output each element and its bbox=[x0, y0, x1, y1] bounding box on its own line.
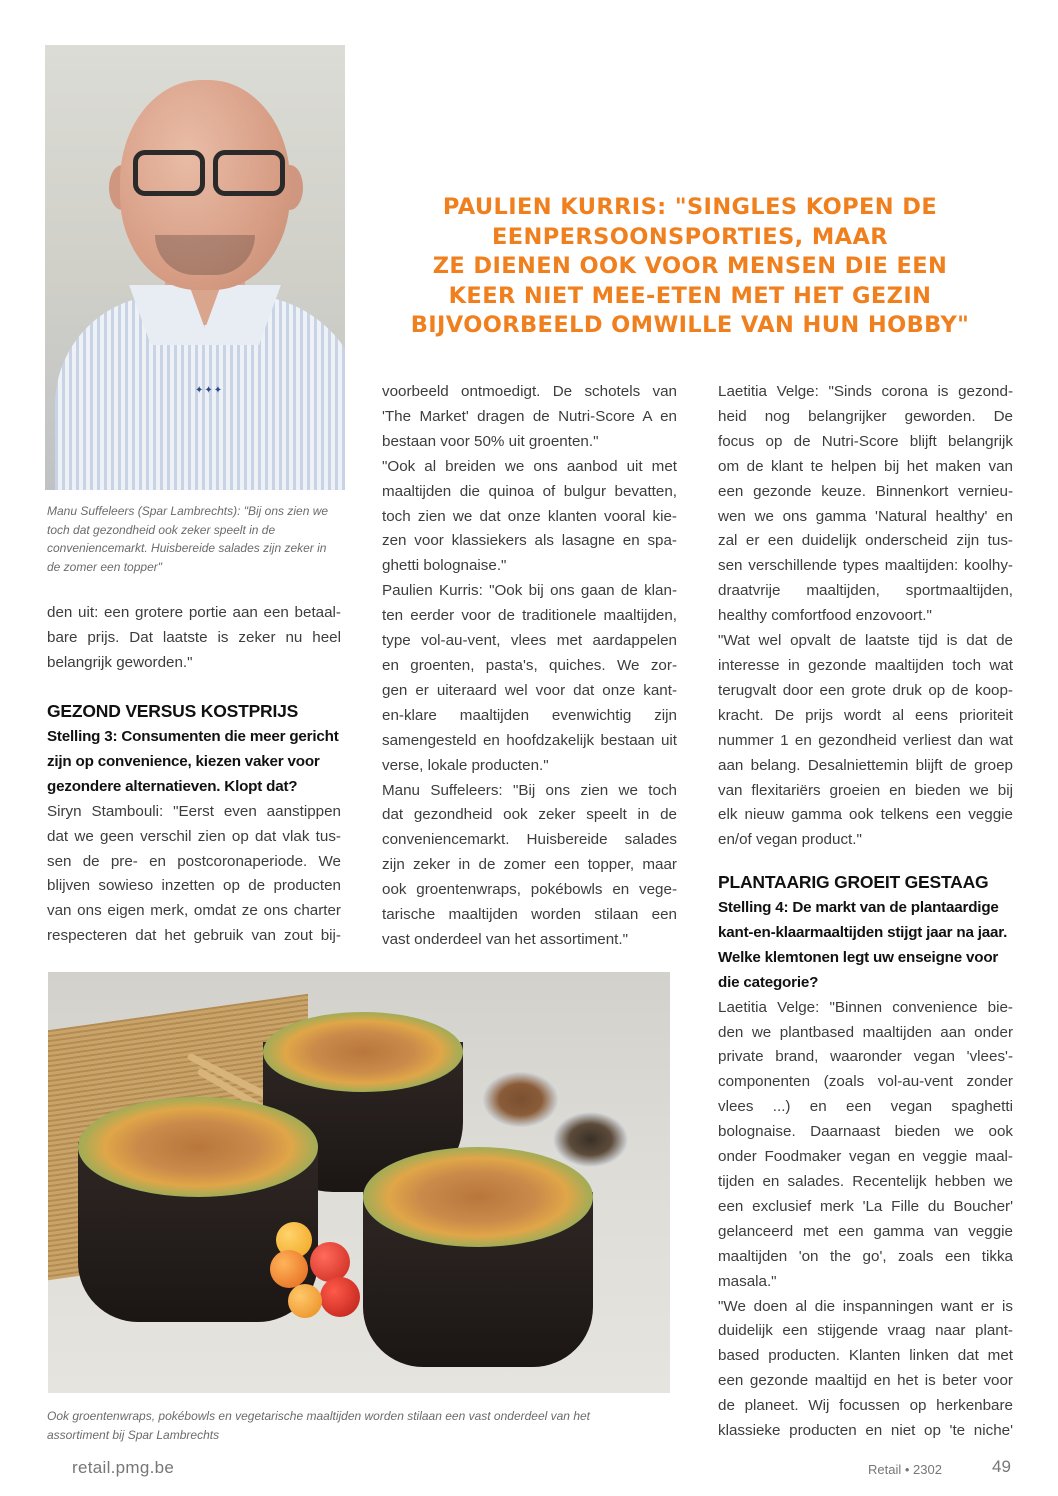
caption-line: toch dat gezondheid ook zeker speelt in de bbox=[47, 522, 276, 537]
body-line: componenten (zoals vol-au-vent zonder bbox=[718, 1073, 1013, 1091]
glasses-icon bbox=[125, 150, 285, 190]
body-line: private brand, waaronder vegan 'vlees'- bbox=[718, 1048, 1013, 1066]
pull-quote-headline bbox=[380, 193, 1000, 341]
portrait-caption bbox=[47, 502, 347, 576]
body-line: Paulien Kurris: "Ook bij ons gaan de klan- bbox=[382, 582, 677, 600]
body-line: interesse in gezonde maaltijden toch wat bbox=[718, 656, 1013, 674]
body-line: blijven sowieso inzetten op de producten bbox=[47, 877, 341, 895]
headline-line: ZE DIENEN OOK VOOR MENSEN DIE EEN bbox=[432, 253, 948, 279]
body-line: based producten. Klanten linken dat met bbox=[718, 1347, 1013, 1365]
body-line: sen verschillende types maaltijden: koolhy- bbox=[718, 557, 1013, 575]
body-line: terugvalt door een grote druk op de koop- bbox=[718, 681, 1013, 699]
body-line: een gezonde maaltijd en het is beter voor bbox=[718, 1372, 1013, 1390]
body-line: maaltijden 'on the go', zoals een tikka bbox=[718, 1247, 1013, 1265]
body-line: klassieke producten en niet op 'te niche' bbox=[718, 1422, 1013, 1440]
body-line: een gezonde keuze. Binnenkort vernieu- bbox=[718, 482, 1013, 500]
body-line: en-klare maaltijden evenwichtig zijn bbox=[382, 706, 677, 724]
body-line: bestaan voor 50% uit groenten." bbox=[382, 432, 599, 450]
statement-line: Stelling 3: Consumenten die meer gericht bbox=[47, 728, 339, 745]
body-line: type vol-au-vent, vlees met aardappelen bbox=[382, 632, 677, 650]
body-line: gen er uiteraard wel voor dat onze kant- bbox=[382, 681, 677, 699]
shirt-emblem-icon: ✦✦✦ bbox=[195, 385, 224, 396]
body-line: om de klant te helpen bij het maken van bbox=[718, 457, 1013, 475]
body-line: elk nieuw gamma ook telkens een veggie bbox=[718, 806, 1013, 824]
tomato bbox=[288, 1284, 322, 1318]
body-line: kracht. De prijs wordt al eens prioriteit bbox=[718, 706, 1013, 724]
body-line: masala." bbox=[718, 1272, 777, 1290]
statement-line: Stelling 4: De markt van de plantaardige bbox=[718, 899, 999, 916]
body-line: "We doen al die inspanningen want er is bbox=[718, 1297, 1013, 1315]
bowl-contents bbox=[263, 1012, 463, 1092]
tomato bbox=[310, 1242, 350, 1282]
section-heading: PLANTAARIG GROEIT GESTAAG bbox=[718, 872, 989, 892]
headline-line: PAULIEN KURRIS: "SINGLES KOPEN DE bbox=[442, 194, 938, 220]
body-line: ten eerder voor de traditionele maaltijden, bbox=[382, 607, 677, 625]
body-line: nummer 1 en gezondheid verliest dan wat bbox=[718, 731, 1013, 749]
body-line: healthy comfortfood enzovoort." bbox=[718, 607, 932, 625]
tomato bbox=[270, 1250, 308, 1288]
portrait-photo bbox=[45, 45, 345, 490]
statement-line: Welke klemtonen legt uw enseigne voor bbox=[718, 948, 999, 966]
column-2 bbox=[382, 380, 677, 953]
body-line: vast onderdeel van het assortiment." bbox=[382, 930, 628, 948]
body-line: een exclusief merk 'La Fille du Boucher' bbox=[718, 1197, 1013, 1215]
caption-line: Manu Suffeleers (Spar Lambrechts): "Bij ons zien we bbox=[47, 504, 329, 518]
statement-line: kant-en-klaarmaaltijden stijgt jaar na jaar. bbox=[718, 923, 1008, 941]
body-line: aan belang. Desalniettemin blijft de groep bbox=[718, 756, 1013, 774]
body-line: den we plantbased maaltijden aan onder bbox=[718, 1023, 1013, 1041]
body-line: ook groentenwraps, pokébowls en vege- bbox=[382, 881, 677, 899]
body-line: Laetitia Velge: "Binnen convenience bie- bbox=[718, 998, 1013, 1016]
body-line: conveniencemarkt. Huisbereide salades bbox=[382, 831, 677, 849]
column-3-section bbox=[718, 872, 1013, 1444]
caption-line: Ook groentenwraps, pokébowls en vegetarische maaltijden worden stilaan een vast onderdeel van het bbox=[47, 1409, 590, 1423]
body-line: vlees ...) en een vegan spaghetti bbox=[718, 1098, 1013, 1116]
body-line: bolognaise. Daarnaast bieden we ook bbox=[718, 1123, 1013, 1141]
body-line: duidelijk een stijgende vraag naar plant- bbox=[718, 1322, 1013, 1340]
body-line: onder Foodmaker vegan en veggie maal- bbox=[718, 1148, 1013, 1166]
headline-line: KEER NIET MEE-ETEN MET HET GEZIN bbox=[448, 282, 932, 309]
body-line: tijden en salades. Recentelijk hebben we bbox=[718, 1172, 1013, 1190]
body-line: heid nog belangrijker geworden. De bbox=[718, 407, 1013, 425]
page-number: 49 bbox=[992, 1457, 1011, 1476]
column-1-intro bbox=[47, 601, 341, 676]
small-dish bbox=[553, 1112, 628, 1167]
body-line: en/of vegan product." bbox=[718, 831, 862, 849]
caption-line: assortiment bij Spar Lambrechts bbox=[47, 1427, 220, 1442]
body-line: wen we ons gamma 'Natural healthy' en bbox=[718, 507, 1013, 525]
body-line: draatvrije maaltijden, sportmaaltijden, bbox=[718, 582, 1013, 600]
statement-line: die categorie? bbox=[718, 973, 819, 991]
body-line: en groenten, pasta's, quiches. We zor- bbox=[382, 656, 677, 674]
section-heading: GEZOND VERSUS KOSTPRIJS bbox=[47, 701, 299, 721]
body-line: samengesteld en hoofdzakelijk bestaan uit bbox=[382, 731, 677, 749]
footer-magazine: Retail • 2302 bbox=[868, 1462, 942, 1477]
body-line: voorbeeld ontmoedigt. De schotels van bbox=[382, 383, 677, 400]
footer-url: retail.pmg.be bbox=[72, 1458, 175, 1477]
headline-line: EENPERSOONSPORTIES, MAAR bbox=[492, 223, 888, 250]
tomato bbox=[320, 1277, 360, 1317]
bowl-contents bbox=[363, 1147, 593, 1247]
column-3-top bbox=[718, 380, 1013, 853]
body-line: van ons eigen merk, omdat ze ons charter bbox=[47, 902, 341, 920]
body-line: Siryn Stambouli: "Eerst even aanstippen bbox=[47, 802, 341, 820]
body-line: dat gezondheid ook zeker speelt in de bbox=[382, 806, 677, 824]
headline-line: BIJVOORBEELD OMWILLE VAN HUN HOBBY" bbox=[410, 312, 970, 338]
body-line: zen voor klassiekers als lasagne en spa- bbox=[382, 532, 677, 550]
body-line: gelanceerd met een gamma van veggie bbox=[718, 1222, 1013, 1240]
statement-line: zijn op convenience, kiezen vaker voor bbox=[47, 752, 320, 770]
body-line: dat we geen verschil zien op dat vlak tus- bbox=[47, 827, 341, 845]
small-dish bbox=[483, 1072, 558, 1127]
column-3-body bbox=[718, 996, 1013, 1444]
body-line: den uit: een grotere portie aan een betaal- bbox=[47, 604, 341, 621]
body-line: belangrijk geworden." bbox=[47, 653, 193, 671]
column-1-section bbox=[47, 701, 341, 949]
body-line: 'The Market' dragen de Nutri-Score A en bbox=[382, 407, 677, 425]
statement-line: gezondere alternatieven. Klopt dat? bbox=[47, 777, 298, 795]
body-line: zal er een duidelijk onderscheid zijn tus- bbox=[718, 532, 1013, 550]
food-photo-caption bbox=[47, 1407, 687, 1444]
caption-line: conveniencemarkt. Huisbereide salades zijn zeker in bbox=[47, 541, 327, 555]
body-line: "Ook al breiden we ons aanbod uit met bbox=[382, 457, 677, 475]
body-line: zijn zeker in de zomer een topper, maar bbox=[382, 856, 677, 874]
body-line: sen de pre- en postcoronaperiode. We bbox=[47, 852, 341, 870]
body-line: respecteren dat het gebruik van zout bij- bbox=[47, 927, 341, 945]
body-line: bare prijs. Dat laatste is zeker nu heel bbox=[47, 628, 341, 646]
body-line: maaltijden die quinoa of bulgur bevatten, bbox=[382, 482, 677, 500]
body-line: tarische maaltijden worden stilaan een bbox=[382, 906, 677, 924]
food-photo bbox=[48, 972, 670, 1393]
body-line: "Wat wel opvalt de laatste tijd is dat de bbox=[718, 632, 1013, 650]
body-line: ghetti bolognaise." bbox=[382, 557, 507, 575]
body-line: Manu Suffeleers: "Bij ons zien we toch bbox=[382, 781, 677, 799]
body-line: de planeet. Wij focussen op herkenbare bbox=[718, 1397, 1013, 1415]
body-line: toch zien we dat onze klanten vooral kie- bbox=[382, 507, 677, 525]
body-line: focus op de Nutri-Score blijft belangrijk bbox=[718, 432, 1013, 450]
bowl-contents bbox=[78, 1097, 318, 1197]
body-line: van flexitariërs groeien en bieden we bij bbox=[718, 781, 1013, 799]
body-line: verse, lokale producten." bbox=[382, 756, 549, 774]
body-line: Laetitia Velge: "Sinds corona is gezond- bbox=[718, 383, 1013, 400]
caption-line: de zomer een topper" bbox=[47, 559, 162, 574]
